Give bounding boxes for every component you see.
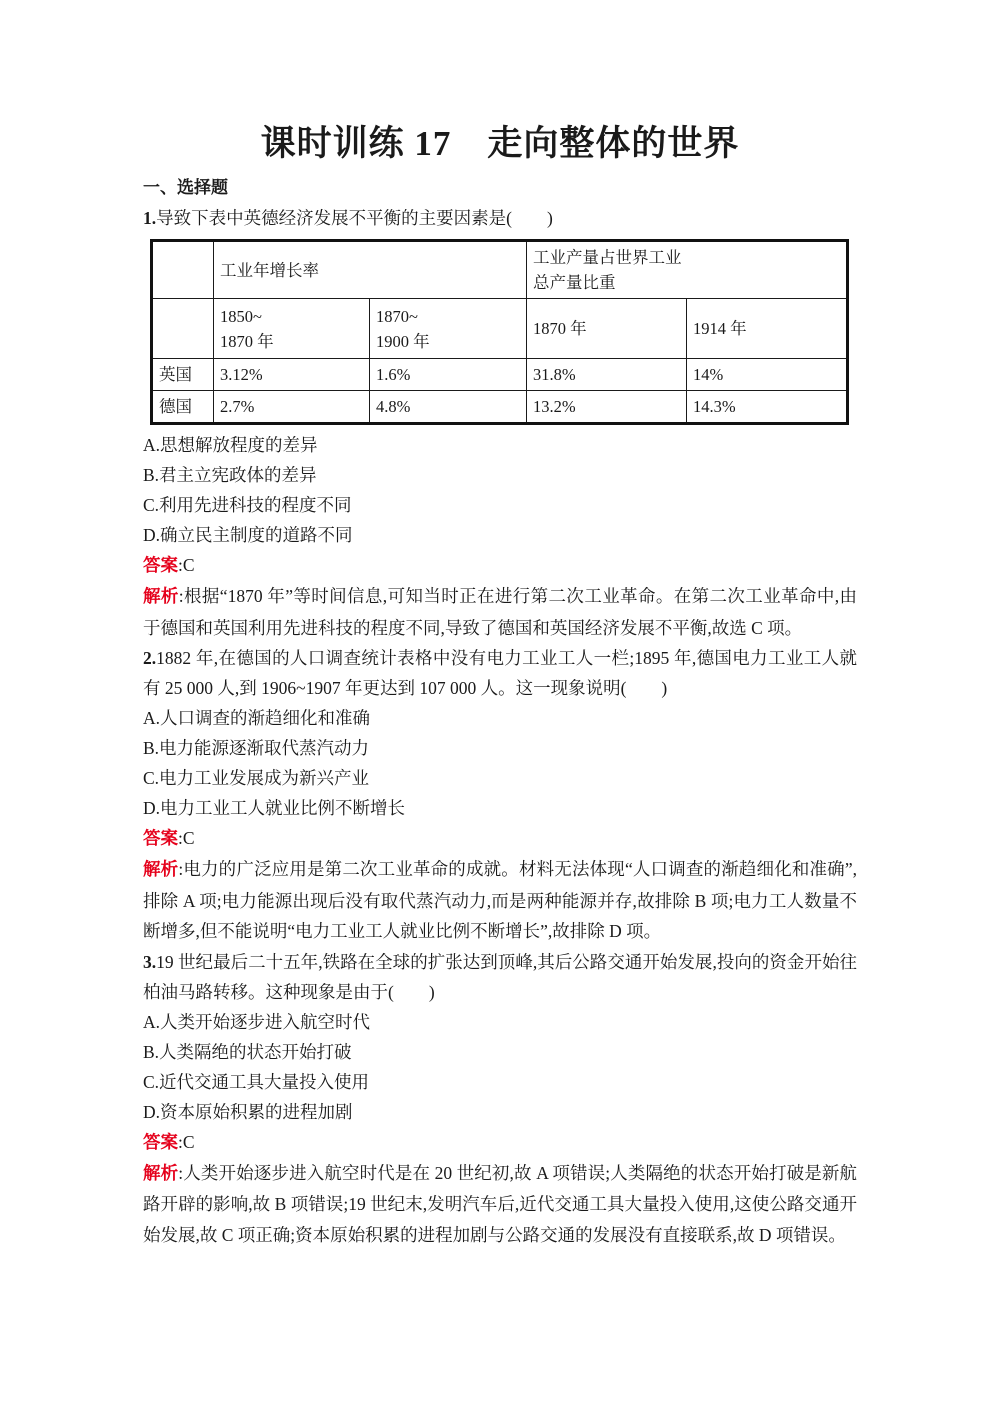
- question-1-option-a: A.思想解放程度的差异: [143, 435, 318, 455]
- table-header-world-share-line2: 总产量比重: [533, 273, 616, 292]
- question-2-option-c: C.电力工业发展成为新兴产业: [143, 768, 370, 788]
- question-1-explanation-text: :根据“1870 年”等时间信息,可知当时正在进行第二次工业革命。在第二次工业革命中,由于德国和英国利用先进科技的程度不同,导致了德国和英国经济发展不平衡,故选 C 项。: [143, 586, 857, 638]
- table-subheader-col4: 1914 年: [687, 299, 848, 359]
- table-subheader-col3: 1870 年: [527, 299, 687, 359]
- document-body: [143, 175, 857, 1250]
- explanation-label: 解析: [143, 1163, 179, 1184]
- explanation-label: 解析: [143, 587, 179, 607]
- question-2-option-a: A.人口调查的渐趋细化和准确: [143, 708, 371, 728]
- table-corner-cell: [152, 241, 214, 299]
- economic-data-table-wrapper: [150, 239, 846, 425]
- question-3-option-b: B.人类隔绝的状态开始打破: [143, 1041, 352, 1062]
- table-subheader-col2-line1: 1870~: [376, 306, 418, 326]
- question-1-explanation: [143, 581, 857, 643]
- question-3-option-a: A.人类开始逐步进入航空时代: [143, 1011, 371, 1032]
- explanation-label: 解析: [143, 860, 179, 880]
- table-cell-uk-share-1870: 31.8%: [527, 359, 687, 391]
- question-1-text: 导致下表中英德经济发展不平衡的主要因素是( ): [156, 208, 553, 228]
- question-2-answer: [143, 823, 857, 854]
- table-cell-uk-share-1914: 14%: [687, 359, 848, 391]
- question-3-option-d: D.资本原始积累的进程加剧: [143, 1101, 353, 1122]
- question-3-answer: [143, 1127, 857, 1158]
- question-1-option-b: B.君主立宪政体的差异: [143, 465, 317, 485]
- table-subheader-col1: [214, 299, 370, 359]
- question-1-answer-value: :C: [178, 555, 195, 575]
- table-cell-germany-growth-1870-1900: 4.8%: [370, 391, 527, 424]
- table-subheader-col2-line2: 1900 年: [376, 331, 430, 351]
- question-2-explanation-text: :电力的广泛应用是第二次工业革命的成就。材料无法体现“人口调查的渐趋细化和准确”,排除 A 项;电力能源出现后没有取代蒸汽动力,而是两种能源并存,故排除 B 项;电力工人数量不断增多,但不能说明“电力工业工人就业比例不断增长”,故排除 D 项。: [143, 859, 857, 941]
- question-3-explanation: [143, 1158, 857, 1251]
- answer-label: 答案: [143, 829, 178, 849]
- table-subheader-col1-line2: 1870 年: [220, 331, 274, 351]
- answer-label: 答案: [143, 556, 178, 576]
- question-1-option-d: D.确立民主制度的道路不同: [143, 525, 353, 545]
- table-cell-germany-growth-1850-1870: 2.7%: [214, 391, 370, 424]
- question-3-stem: [143, 947, 857, 1007]
- question-3-option-c: C.近代交通工具大量投入使用: [143, 1071, 370, 1092]
- page-title: 课时训练 17 走向整体的世界: [260, 124, 740, 163]
- table-header-row-2: [152, 299, 848, 359]
- table-cell-uk-growth-1850-1870: 3.12%: [214, 359, 370, 391]
- table-subheader-col2: [370, 299, 527, 359]
- economic-data-table: [150, 239, 849, 425]
- question-3-number: 3.: [143, 951, 157, 972]
- question-1-answer: [143, 550, 857, 581]
- question-1-stem: [143, 203, 857, 233]
- question-2-answer-value: :C: [178, 828, 195, 848]
- question-2-text: 1882 年,在德国的人口调查统计表格中没有电力工业工人一栏;1895 年,德国电力工业工人就有 25 000 人,到 1906~1907 年更达到 107 000 人。这一现象说明( ): [143, 648, 857, 698]
- question-1-option-c: C.利用先进科技的程度不同: [143, 495, 352, 515]
- question-2-number: 2.: [143, 648, 157, 668]
- question-3-text: 19 世纪最后二十五年,铁路在全球的扩张达到顶峰,其后公路交通开始发展,投向的资金开始往柏油马路转移。这种现象是由于( ): [143, 951, 857, 1002]
- question-3-explanation-text: :人类开始逐步进入航空时代是在 20 世纪初,故 A 项错误;人类隔绝的状态开始打破是新航路开辟的影响,故 B 项错误;19 世纪末,发明汽车后,近代交通工具大量投入使用,这使公路交通开始发展,故 C 项正确;资本原始积累的进程加剧与公路交通的发展没有直接联系,故 D 项错误。: [143, 1162, 858, 1245]
- table-corner-cell-2: [152, 299, 214, 359]
- question-2-explanation: [143, 854, 857, 947]
- table-cell-germany-share-1870: 13.2%: [527, 391, 687, 424]
- table-subheader-col1-line1: 1850~: [220, 306, 262, 326]
- answer-label: 答案: [143, 1132, 178, 1153]
- question-2-option-d: D.电力工业工人就业比例不断增长: [143, 798, 406, 818]
- section-heading: 一、选择题: [143, 178, 228, 198]
- table-cell-uk-growth-1870-1900: 1.6%: [370, 359, 527, 391]
- question-3-answer-value: :C: [178, 1131, 195, 1152]
- question-2-option-b: B.电力能源逐渐取代蒸汽动力: [143, 738, 370, 758]
- table-cell-germany-share-1914: 14.3%: [687, 391, 848, 424]
- table-row: [152, 391, 848, 424]
- table-header-world-share: [527, 241, 848, 299]
- table-row: [152, 359, 848, 391]
- table-row-label-germany: 德国: [152, 391, 214, 424]
- question-2-stem: [143, 643, 857, 703]
- table-header-world-share-line1: 工业产量占世界工业: [533, 248, 682, 267]
- question-1-number: 1.: [143, 208, 157, 228]
- table-header-row-1: [152, 241, 848, 299]
- table-row-label-uk: 英国: [152, 359, 214, 391]
- table-header-growth-rate: 工业年增长率: [214, 241, 527, 299]
